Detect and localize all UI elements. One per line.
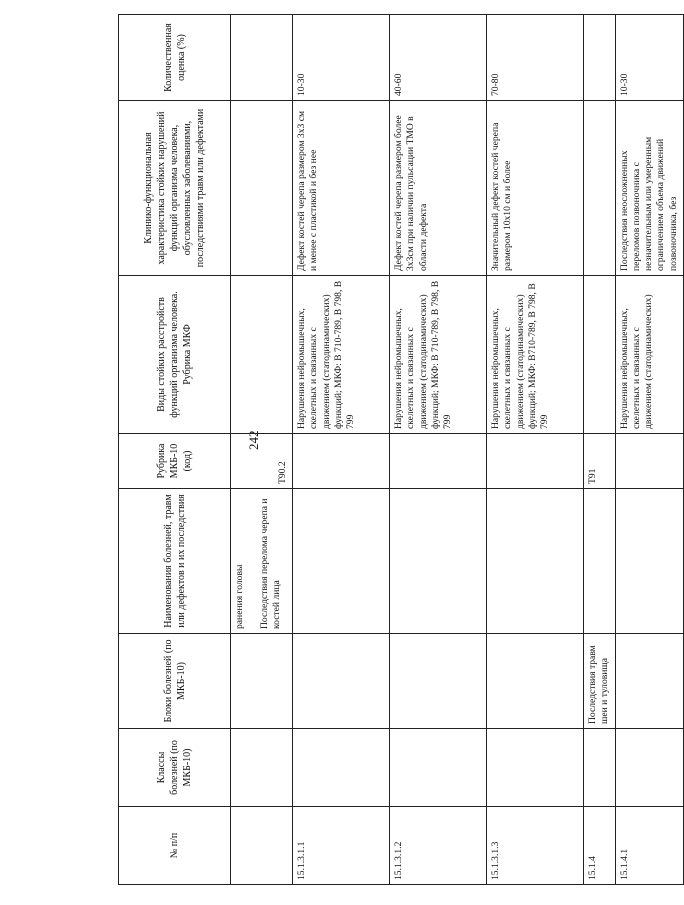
header-num: № п/п [119,807,231,885]
cell [584,489,616,634]
header-blocks: Блоки болезней (по МКБ-10) [119,634,231,729]
cell-num: 15.1.3.1.2 [390,807,487,885]
cell [231,634,293,729]
cell-types: Нарушения нейромышечных, скелетных и связанных с движением (статодинамических) функций; МКФ: В 710-789, В 798, В 799 [293,276,390,434]
page-number: 242 [246,430,261,450]
cell-rating: 70-80 [487,15,584,101]
table-row [231,15,293,885]
cell [615,489,683,634]
cell [584,15,616,101]
cell [584,101,616,276]
header-clinical: Клинико-функциональная характеристика стойких нарушений функций организма человека, обусловленных заболеваниями, последствиями травм или дефектами [119,101,231,276]
cell [487,634,584,729]
table-row [615,15,683,885]
table-row [390,15,487,885]
cell [231,15,293,101]
header-names: Наименования болезней, травм или дефектов и их последствия [119,489,231,634]
cell-rating: 10-30 [615,15,683,101]
cell-rating: 10-30 [293,15,390,101]
table-row [487,15,584,885]
header-code: Рубрика МКБ-10 (код) [119,434,231,489]
cell [487,489,584,634]
cell-num: 15.1.3.1.1 [293,807,390,885]
cell [231,276,293,434]
cell-types: Нарушения нейромышечных, скелетных и связанных с движением (статодинамических) функций; МКФ: В710-789, В 798, В 799 [487,276,584,434]
header-rating: Количественная оценка (%) [119,15,231,101]
cell [231,807,293,885]
cell-num: 15.1.3.1.3 [487,807,584,885]
cell-clinical: Дефект костей черепа размером 3х3 см и менее с пластикой и без нее [293,101,390,276]
cell [390,634,487,729]
cell-clinical: Значительный дефект костей черепа размером 10х10 см и более [487,101,584,276]
cell [615,634,683,729]
cell [615,729,683,807]
table-row [584,15,616,885]
cell [615,434,683,489]
cell [390,489,487,634]
cell-block: Последствия травм шеи и туловища [584,634,616,729]
table-header-row [119,15,231,885]
cell [293,729,390,807]
rotated-table-container [118,15,679,885]
disability-criteria-table [118,14,684,885]
cell [293,634,390,729]
cell [293,434,390,489]
cell-code: T91 [584,434,616,489]
header-types: Виды стойких расстройств функций организма человека. Рубрика МКФ [119,276,231,434]
cell-num: 15.1.4.1 [615,807,683,885]
header-classes: Классы болезней (по МКБ-10) [119,729,231,807]
cell [584,729,616,807]
cell-clinical: Дефект костей черепа размером более 3х3см при наличии пульсации ТМО в области дефекта [390,101,487,276]
cell [584,276,616,434]
cell [487,434,584,489]
cell-code: T90.2 [231,434,293,489]
cell [390,434,487,489]
cell-rating: 40-60 [390,15,487,101]
cell-num: 15.1.4 [584,807,616,885]
cell [293,489,390,634]
cell [390,729,487,807]
cell-clinical: Последствия неосложненных переломов позвоночника с незначительным или умеренным ограничением объема движений позвоночника, без [615,101,683,276]
cell-types: Нарушения нейромышечных, скелетных и связанных с движением (статодинамических) функций; МКФ: В 710-789, В 798, В 799 [390,276,487,434]
cell [231,101,293,276]
cell-types: Нарушения нейромышечных, скелетных и связанных с движением (статодинамических) [615,276,683,434]
cell [487,729,584,807]
table-row [293,15,390,885]
cell-name: ранения головы Последствия перелома черепа и костей лица [231,489,293,634]
cell [231,729,293,807]
